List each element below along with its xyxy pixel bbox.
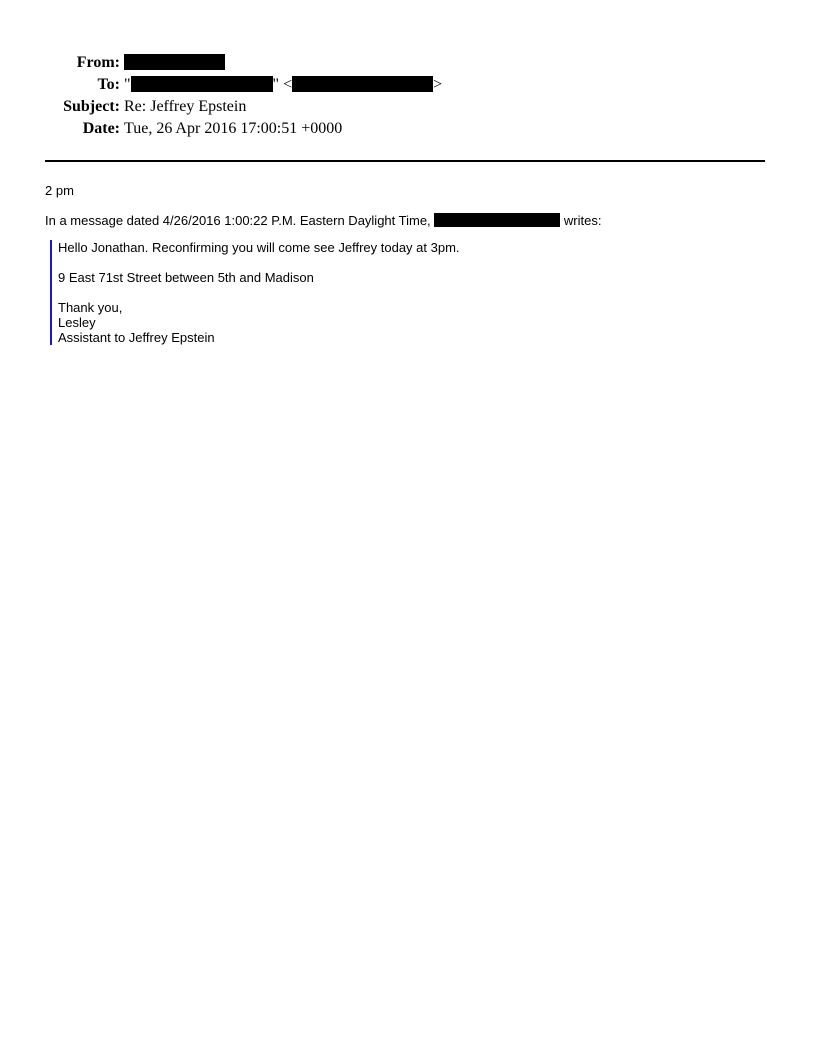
to-value: [124, 74, 442, 96]
redaction-block: [124, 54, 225, 70]
date-label: Date:: [82, 120, 120, 137]
redaction-block: [292, 76, 433, 92]
from-label: From:: [76, 54, 120, 71]
redaction-block: [434, 213, 560, 227]
to-label: To:: [97, 76, 120, 93]
to-angle-close: >: [433, 76, 443, 93]
quoted-line: Lesley: [58, 315, 96, 330]
reply-text: 2 pm: [45, 183, 74, 198]
quoted-line: Assistant to Jeffrey Epstein: [58, 330, 215, 345]
quoted-line: Thank you,: [58, 300, 123, 315]
quoted-gap: [58, 285, 658, 300]
header-divider: [45, 160, 765, 162]
redaction-block: [131, 76, 273, 92]
to-quote-close: " <: [272, 76, 293, 93]
attribution-line: [45, 213, 601, 228]
quoted-gap: [58, 255, 658, 270]
subject-label: Subject:: [63, 98, 120, 115]
attribution-prefix: In a message dated 4/26/2016 1:00:22 P.M. Eastern Daylight Time,: [45, 213, 431, 228]
from-value: [124, 52, 225, 74]
to-quote-open: ": [124, 76, 131, 93]
subject-value: Re: Jeffrey Epstein: [124, 98, 247, 115]
attribution-suffix: writes:: [563, 213, 602, 228]
quoted-message: [50, 240, 658, 345]
date-value: Tue, 26 Apr 2016 17:00:51 +0000: [124, 120, 343, 137]
quoted-line: 9 East 71st Street between 5th and Madison: [58, 270, 314, 285]
quoted-line: Hello Jonathan. Reconfirming you will come see Jeffrey today at 3pm.: [58, 240, 460, 255]
